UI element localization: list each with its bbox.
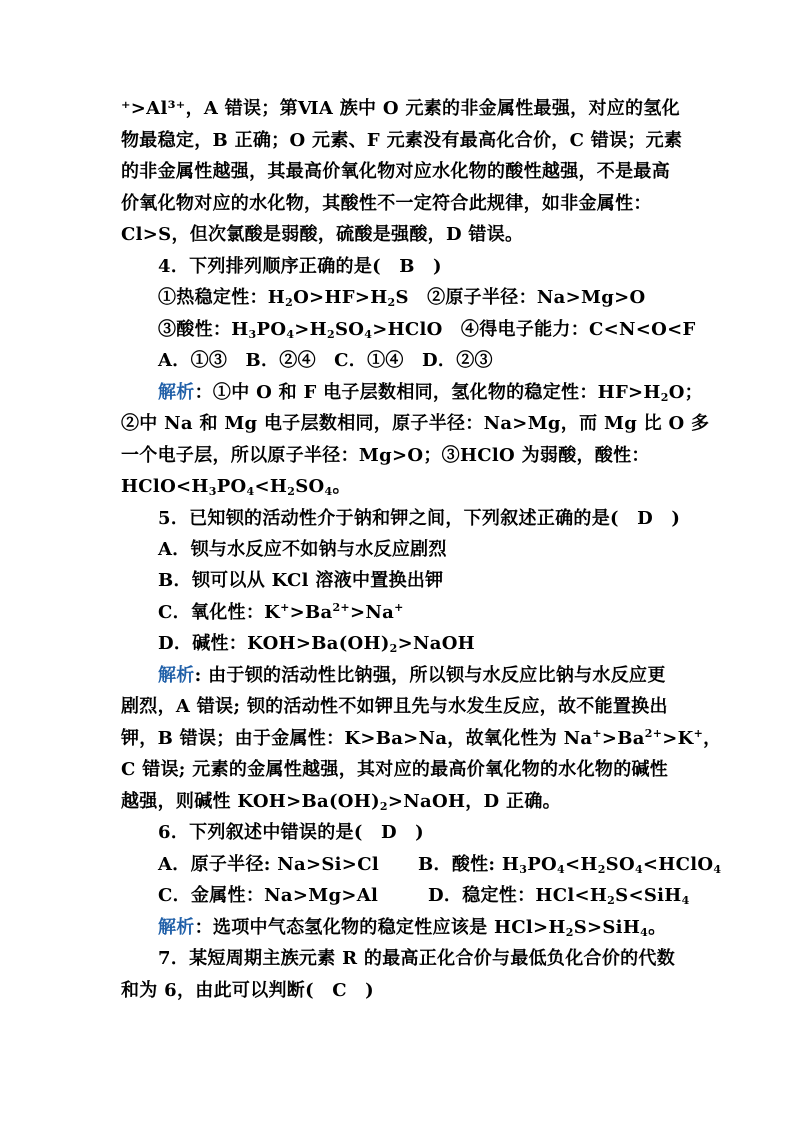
question-6-analysis: 解析：选项中气态氢化物的稳定性应该是 $HCl>H_2S>SiH_4$。 (158, 917, 667, 939)
text-line: 的非金属性越强，其最高价氧化物对应水化物的酸性越强，不是最高 (121, 161, 670, 182)
analysis-label: 解析 (158, 382, 195, 403)
text-line: 价氧化物对应的水化物，其酸性不一定符合此规律，如非金属性： (121, 193, 652, 214)
text-line: Cl>S，但次氯酸是弱酸，硫酸是强酸，D 错误。 (121, 224, 524, 245)
question-6: 6．下列叙述中错误的是( D ) (158, 822, 424, 843)
text-line: 一个电子层，所以原子半径：Mg>O；③HClO 为弱酸，酸性： (121, 445, 650, 466)
question-4-items-2: ③酸性：$H_3PO_4>H_2SO_4>HClO$ ④得电子能力：C<N<O<F (158, 319, 696, 341)
text-line: 钾，B 错误；由于金属性：K>Ba>Na，故氧化性为 $Na^+>Ba^{2+}>K^+$， (121, 727, 722, 749)
text-line: ②中 Na 和 Mg 电子层数相同，原子半径：Na>Mg，而 Mg 比 O 多 (121, 413, 710, 434)
question-6-options-ab: A．原子半径: Na>Si>Cl B．酸性: $H_3PO_4<H_2SO_4<HClO_4$ (158, 854, 722, 876)
text-line: 越强，则碱性 $KOH>Ba(OH)_2>NaOH$，D 正确。 (121, 791, 561, 813)
question-5-option-a: A．钡与水反应不如钠与水反应剧烈 (158, 539, 447, 560)
question-5-option-b: B．钡可以从 KCl 溶液中置换出钾 (158, 570, 444, 591)
text-line: 物最稳定，B 正确；O 元素、F 元素没有最高化合价，C 错误；元素 (121, 130, 683, 151)
question-5: 5．已知钡的活动性介于钠和钾之间，下列叙述正确的是( D ) (158, 508, 681, 529)
text-line: 和为 6，由此可以判断( C ) (121, 980, 374, 1001)
question-5-analysis: 解析: 由于钡的活动性比钠强，所以钡与水反应比钠与水反应更 (158, 665, 666, 686)
text-line: $HClO<H_3PO_4<H_2SO_4$。 (121, 476, 351, 498)
question-4-options: A．①③ B．②④ C．①④ D．②③ (158, 350, 493, 371)
question-4-analysis: 解析：①中 O 和 F 电子层数相同，氢化物的稳定性：$HF>H_2O$； (158, 382, 703, 404)
analysis-label: 解析 (158, 917, 195, 938)
analysis-label: 解析 (158, 665, 195, 686)
text-line: C 错误; 元素的金属性越强，其对应的最高价氧化物的水化物的碱性 (121, 759, 669, 780)
text-line: 剧烈，A 错误; 钡的活动性不如钾且先与水发生反应，故不能置换出 (121, 696, 668, 717)
question-4: 4．下列排列顺序正确的是( B ) (158, 256, 442, 277)
question-7: 7．某短周期主族元素 R 的最高正化合价与最低负化合价的代数 (158, 948, 676, 969)
question-4-items-1: ①热稳定性：$H_2O>HF>H_2S$ ②原子半径：Na>Mg>O (158, 287, 646, 309)
question-5-option-c: C．氧化性：$K^+>Ba^{2+}>Na^+$ (158, 601, 404, 623)
question-5-option-d: D．碱性：$KOH>Ba(OH)_2>NaOH$ (158, 633, 475, 655)
question-6-options-cd: C．金属性：Na>Mg>Al D．稳定性：$HCl<H_2S<SiH_4$ (158, 885, 690, 907)
text-line: ⁺>Al³⁺，A 错误；第ⅥA 族中 O 元素的非金属性最强，对应的氢化 (121, 98, 680, 119)
